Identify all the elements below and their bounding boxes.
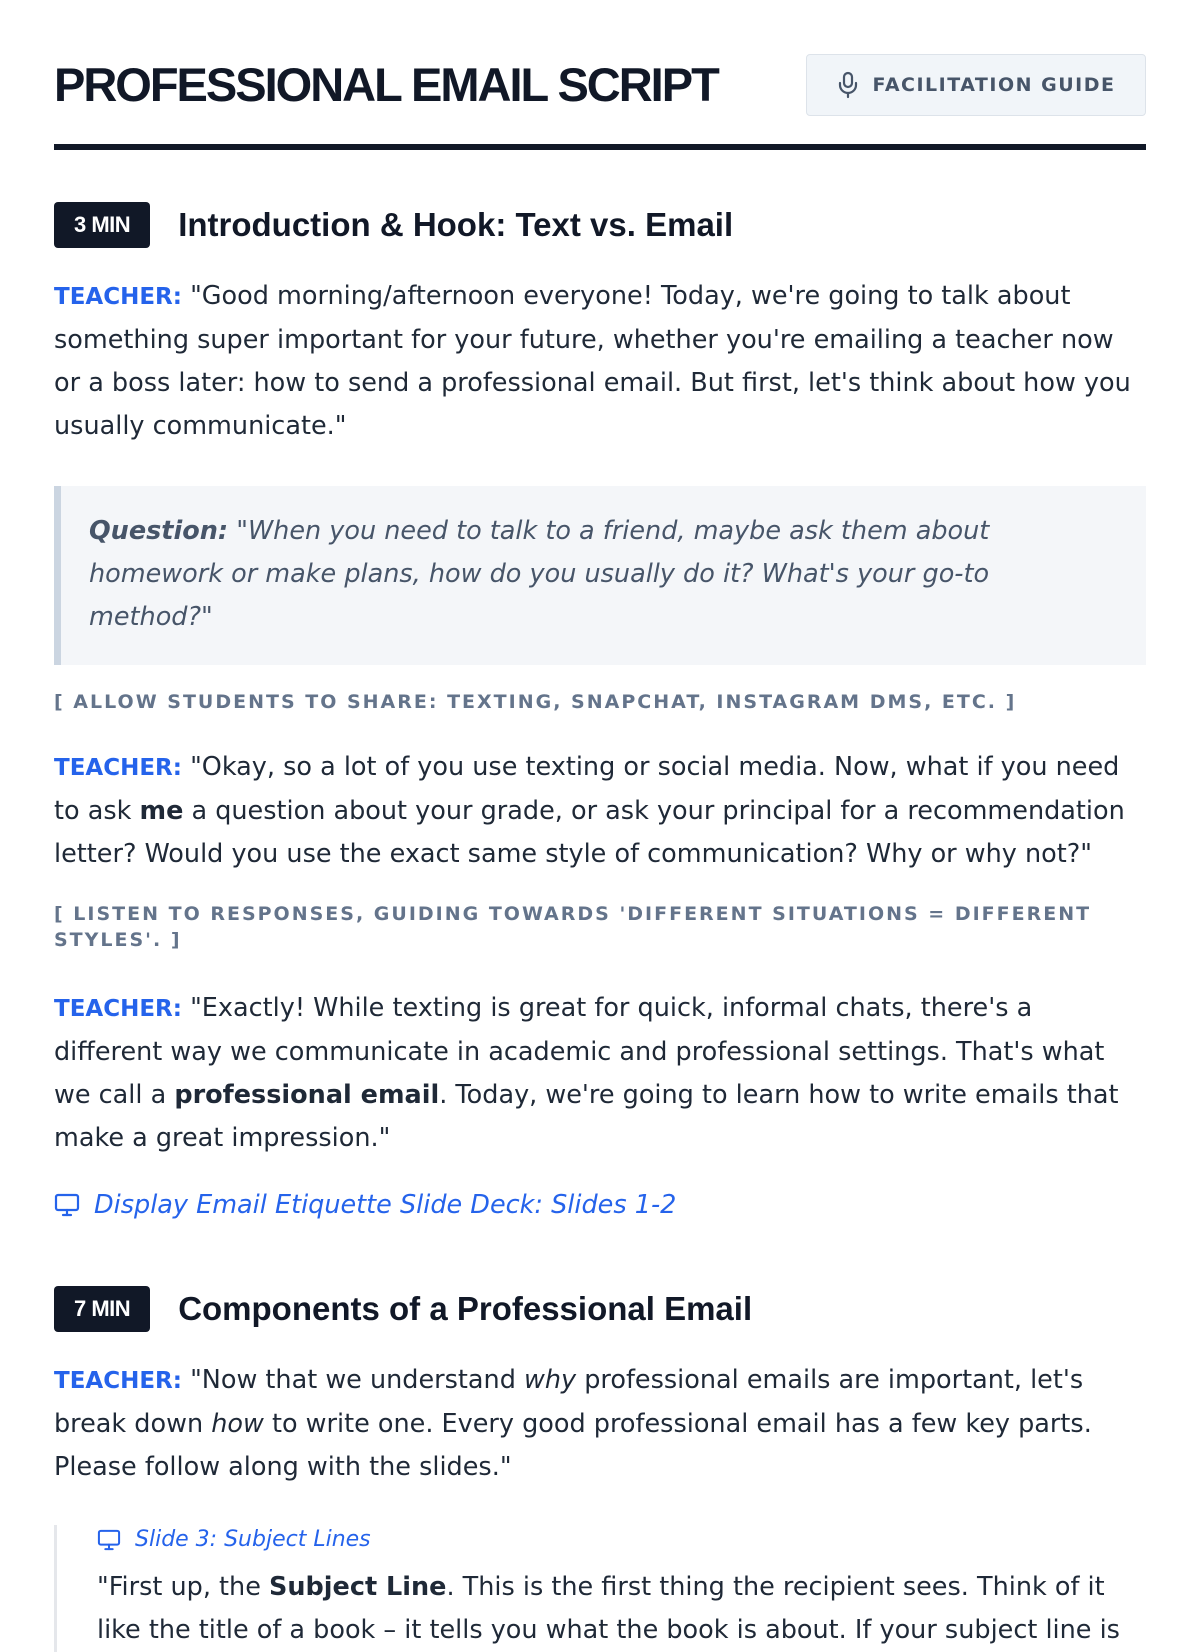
stage-direction: [ ALLOW STUDENTS TO SHARE: TEXTING, SNAPCHAT, INSTAGRAM DMS, ETC. ] bbox=[54, 691, 1017, 713]
emphasis-text: me bbox=[139, 796, 184, 826]
emphasis-text: how bbox=[211, 1409, 264, 1439]
teacher-speech: "Exactly! While texting is great for quick, informal chats, there's a different way we communicate in academic and professional settings. That's what we call a bbox=[54, 993, 1105, 1110]
emphasis-text: Subject Line bbox=[269, 1572, 447, 1602]
teacher-speech: "Okay, so a lot of you use texting or social media. Now, what if you need to ask bbox=[54, 752, 1120, 826]
slide-cue[interactable] bbox=[54, 1190, 1146, 1220]
page-title: PROFESSIONAL EMAIL SCRIPT bbox=[54, 58, 718, 111]
teacher-line bbox=[97, 1566, 1146, 1652]
section-title: Introduction & Hook: Text vs. Email bbox=[178, 206, 734, 243]
script-document bbox=[54, 0, 1146, 1652]
facilitation-guide-label: FACILITATION GUIDE bbox=[872, 74, 1116, 96]
teacher-speech: "Now that we understand bbox=[190, 1365, 525, 1395]
stage-direction: [ LISTEN TO RESPONSES, GUIDING TOWARDS 'DIFFERENT SITUATIONS = DIFFERENT STYLES'. ] bbox=[54, 903, 1092, 951]
speaker-label: TEACHER: bbox=[54, 1368, 182, 1394]
teacher-line bbox=[54, 746, 1146, 876]
time-badge: 3 MIN bbox=[54, 202, 150, 248]
teacher-speech: professional emails are important, let's break down bbox=[54, 1365, 1084, 1439]
question-body: "When you need to talk to a friend, maybe ask them about homework or make plans, how do you usually do it? What's your go-to method?" bbox=[89, 516, 990, 632]
teacher-speech: "Good morning/afternoon everyone! Today, we're going to talk about something super important for your future, whether you're emailing a teacher now or a boss later: how to send a professional email. But first, let's think about how you usually communicate." bbox=[54, 281, 1131, 441]
teacher-speech: . Today, we're going to learn how to write emails that make a great impression." bbox=[54, 1080, 1119, 1153]
time-badge: 7 MIN bbox=[54, 1286, 150, 1332]
emphasis-text: professional email bbox=[174, 1080, 440, 1110]
speaker-label: TEACHER: bbox=[54, 755, 182, 781]
emphasis-text: why bbox=[524, 1365, 577, 1395]
teacher-speech: to write one. Every good professional email has a few key parts. Please follow along with the slides." bbox=[54, 1409, 1092, 1482]
subject-line-subsection bbox=[54, 1525, 1146, 1652]
header bbox=[54, 0, 1146, 152]
section-heading bbox=[54, 1286, 1146, 1332]
speaker-label: TEACHER: bbox=[54, 284, 182, 310]
slide-cue[interactable] bbox=[97, 1525, 1146, 1552]
teacher-line bbox=[54, 987, 1146, 1160]
speaker-label: TEACHER: bbox=[54, 996, 182, 1022]
teacher-speech: "First up, the bbox=[97, 1572, 270, 1602]
section-title: Components of a Professional Email bbox=[178, 1290, 753, 1327]
question-text bbox=[89, 510, 1116, 639]
teacher-line bbox=[54, 1359, 1146, 1489]
teacher-speech: a question about your grade, or ask your principal for a recommendation letter? Would you use the exact same style of communication? Why or why not?" bbox=[54, 796, 1125, 869]
question-callout bbox=[54, 486, 1146, 665]
question-label: Question: bbox=[89, 516, 229, 546]
slide-cue-text: Slide 3: Subject Lines bbox=[135, 1527, 371, 1552]
section-components bbox=[54, 1286, 1146, 1652]
section-introduction bbox=[54, 202, 1146, 1220]
teacher-line bbox=[54, 275, 1146, 448]
monitor-icon bbox=[97, 1529, 121, 1551]
section-heading bbox=[54, 202, 1146, 248]
header-divider bbox=[54, 144, 1146, 150]
monitor-icon bbox=[54, 1193, 80, 1217]
microphone-icon bbox=[837, 71, 859, 99]
teacher-speech: . This is the first thing the recipient sees. Think of it like the title of a book – it tells you what the book is about. If your subject line is bbox=[97, 1572, 1120, 1645]
facilitation-guide-badge[interactable] bbox=[806, 54, 1146, 116]
slide-cue-text: Display Email Etiquette Slide Deck: Slides 1-2 bbox=[94, 1190, 677, 1220]
